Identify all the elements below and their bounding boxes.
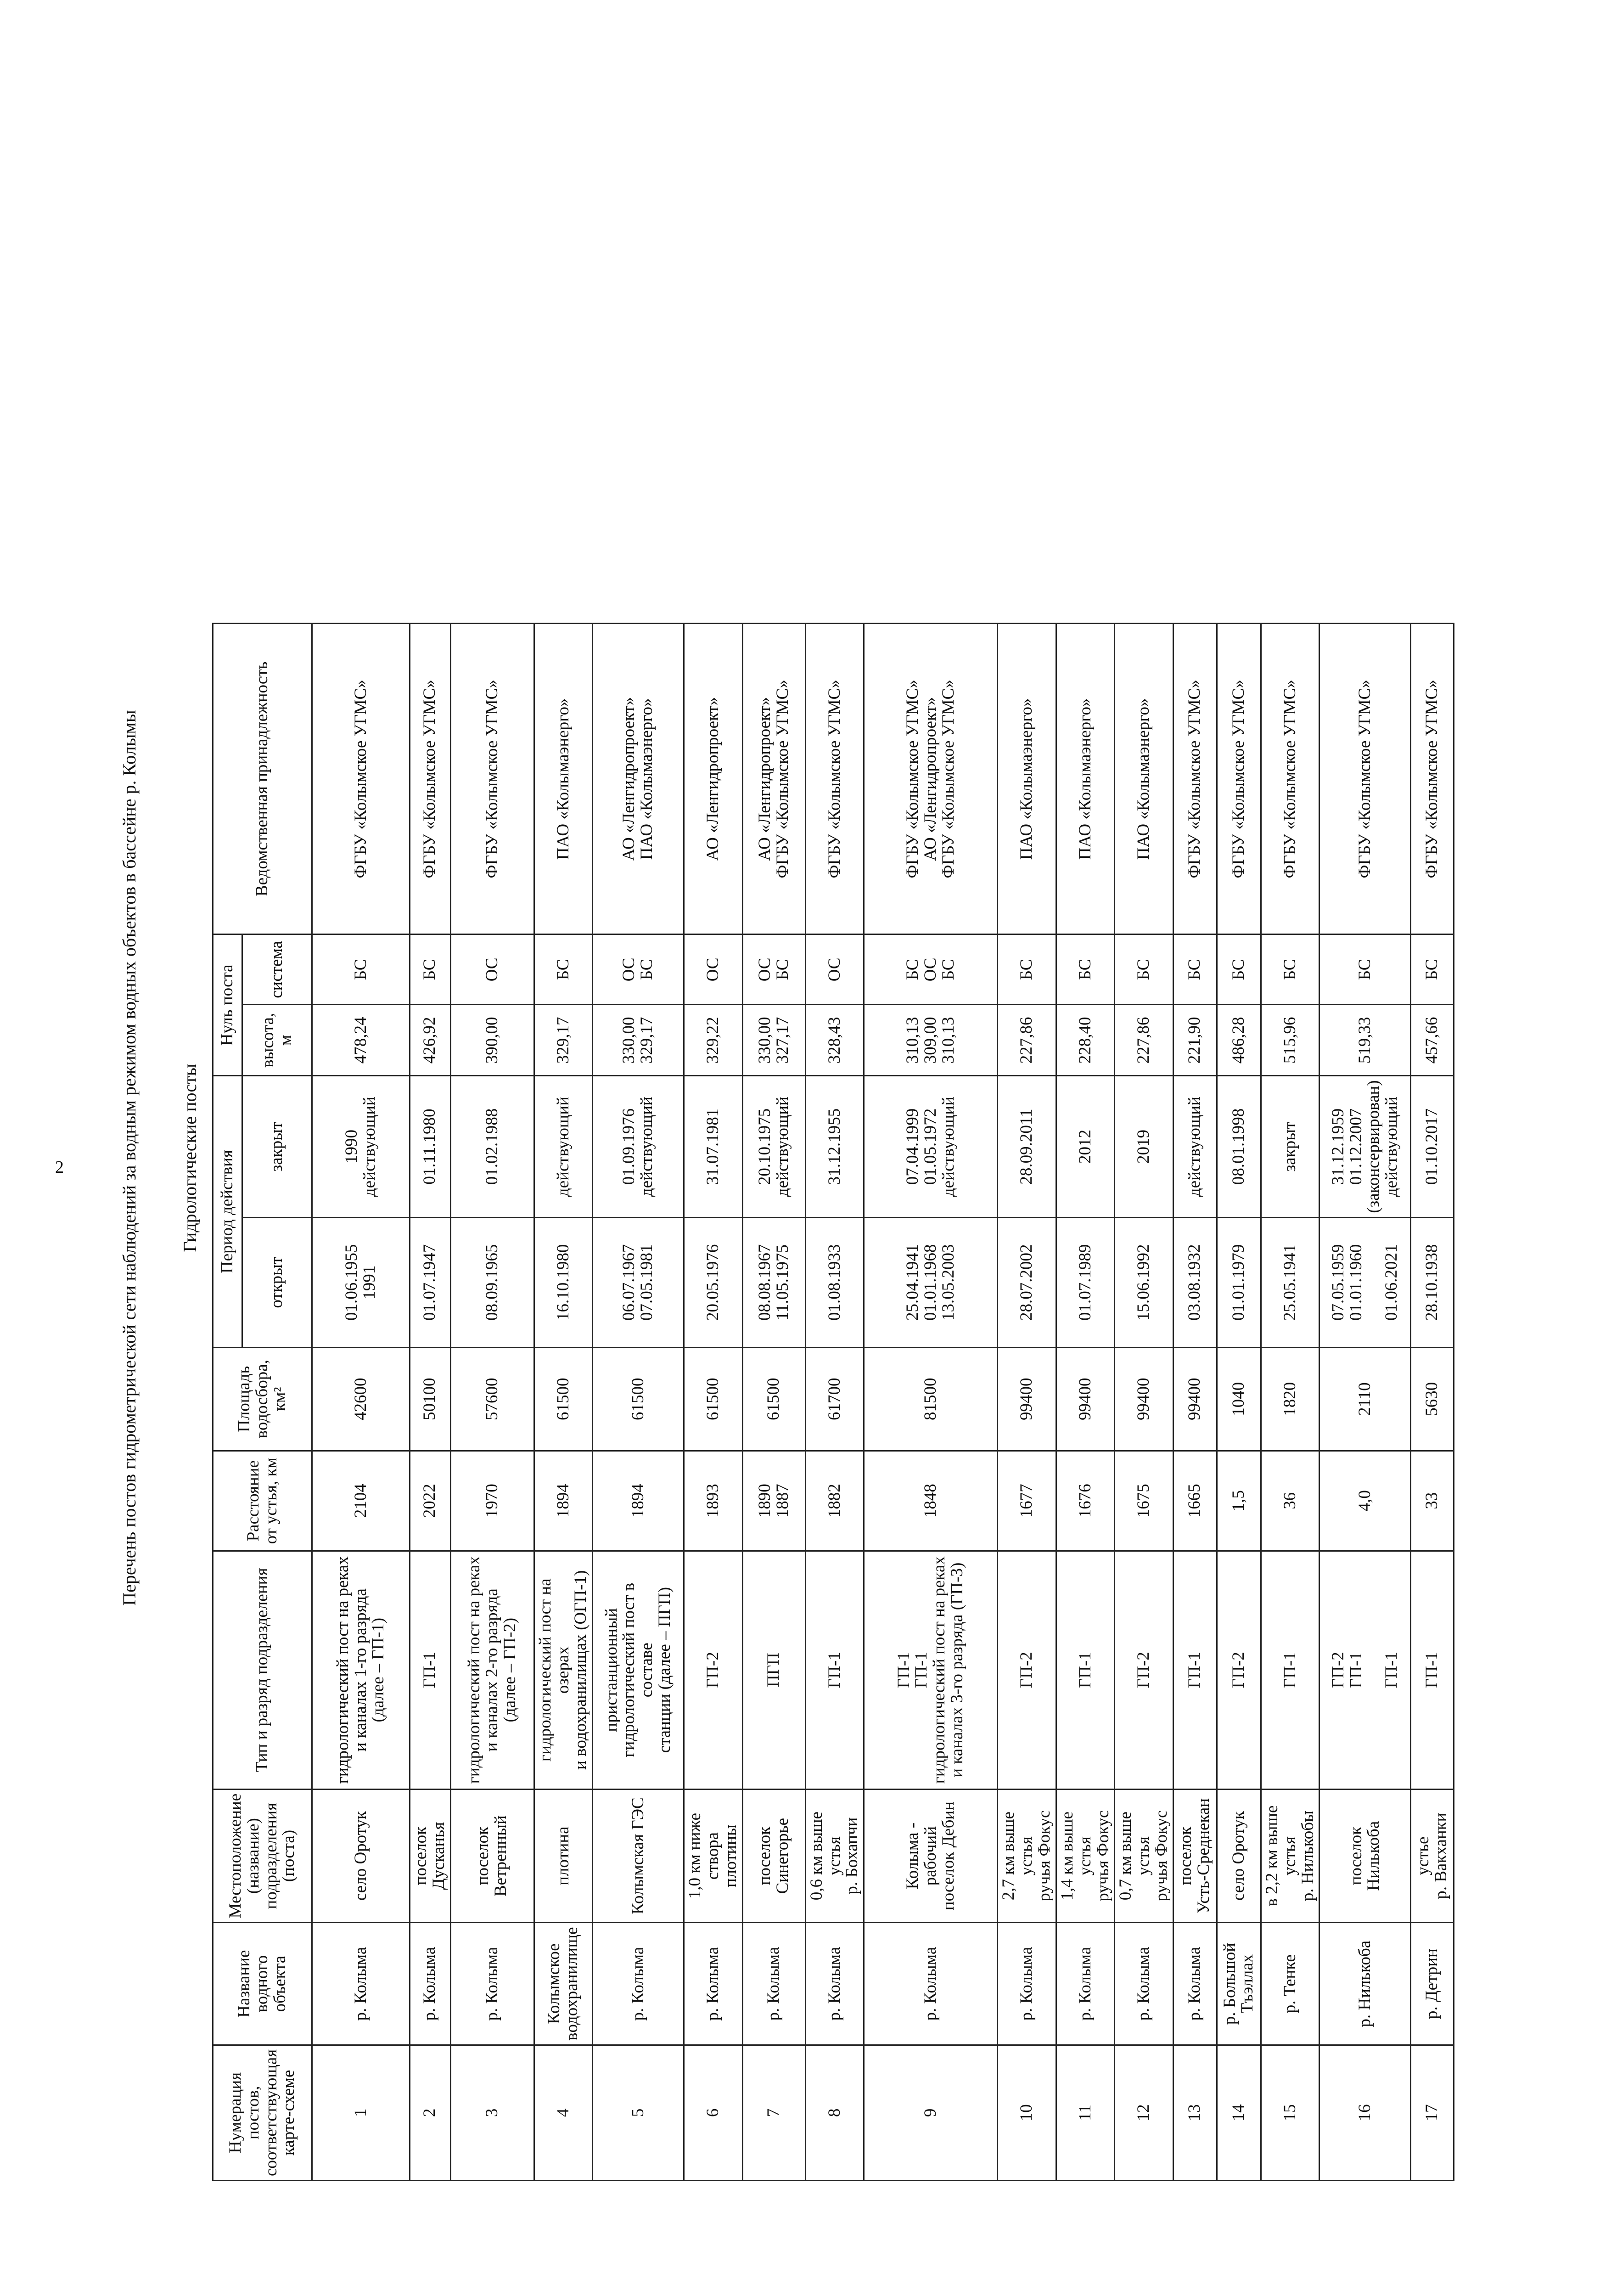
cell-system: ОС [805,934,864,1005]
cell-height: 328,43 [805,1005,864,1076]
cell-distance: 1890 1887 [742,1451,805,1551]
cell-owner: ФГБУ «Колымское УГМС» [312,624,410,934]
cell-closed: 01.09.1976 действующий [593,1076,684,1217]
cell-location: 1,0 км ниже створа плотины [684,1789,743,1923]
cell-num: 13 [1173,2045,1217,2180]
cell-num: 16 [1319,2045,1411,2180]
cell-height: 390,00 [450,1005,534,1076]
cell-water-object: р. Нилькоба [1319,1923,1411,2045]
cell-area: 99400 [998,1347,1056,1451]
cell-distance: 1675 [1115,1451,1173,1551]
cell-num: 10 [998,2045,1056,2180]
cell-distance: 1970 [450,1451,534,1551]
cell-water-object: р. Детрин [1411,1923,1454,2045]
cell-system: БС [1411,934,1454,1005]
cell-location: Колымская ГЭС [593,1789,684,1923]
cell-system: БС [998,934,1056,1005]
cell-opened: 01.06.1955 1991 [312,1217,410,1347]
table-row [684,624,743,2181]
table-row [742,624,805,2181]
cell-closed: 07.04.1999 01.05.1972 действующий [864,1076,998,1217]
cell-type: ПГП [742,1551,805,1789]
cell-location: село Оротук [1217,1789,1261,1923]
cell-water-object: Колымское водохранилище [534,1923,593,2045]
document-title: Перечень постов гидрометрической сети наблюдений за водным режимом водных объектов в бассейне р. Колымы [119,710,140,1606]
cell-num: 12 [1115,2045,1173,2180]
cell-system: БС [410,934,451,1005]
cell-closed: 01.10.2017 [1411,1076,1454,1217]
cell-opened: 01.08.1933 [805,1217,864,1347]
cell-system: ОС БС [593,934,684,1005]
cell-owner: ПАО «Колымаэнерго» [1115,624,1173,934]
header-system: система [242,934,312,1005]
cell-type: ГП-1 [410,1551,451,1789]
cell-num: 14 [1217,2045,1261,2180]
cell-opened: 08.08.1967 11.05.1975 [742,1217,805,1347]
cell-owner: ФГБУ «Колымское УГМС» [450,624,534,934]
cell-type: ГП-2 ГП-1 ГП-1 [1319,1551,1411,1789]
cell-owner: ФГБУ «Колымское УГМС» [1261,624,1319,934]
cell-system: БС [1173,934,1217,1005]
cell-opened: 08.09.1965 [450,1217,534,1347]
cell-system: ОС [684,934,743,1005]
cell-water-object: р. Тенке [1261,1923,1319,2045]
cell-height: 426,92 [410,1005,451,1076]
cell-water-object: р. Колыма [864,1923,998,2045]
cell-closed: 31.12.1959 01.12.2007 (законсервирован) действующий [1319,1076,1411,1217]
cell-location: 0,6 км выше устья р. Бохапчи [805,1789,864,1923]
cell-type: гидрологический пост на озерах и водохранилищах (ОГП-1) [534,1551,593,1789]
cell-distance: 2104 [312,1451,410,1551]
cell-num: 17 [1411,2045,1454,2180]
table-row [805,624,864,2181]
cell-distance: 2022 [410,1451,451,1551]
cell-closed: 2019 [1115,1076,1173,1217]
cell-owner: ФГБУ «Колымское УГМС» [1319,624,1411,934]
cell-type: ГП-1 [805,1551,864,1789]
cell-owner: ФГБУ «Колымское УГМС» [805,624,864,934]
cell-opened: 07.05.1959 01.01.1960 01.06.2021 [1319,1217,1411,1347]
cell-owner: ФГБУ «Колымское УГМС» АО «Ленгидропроект» ФГБУ «Колымское УГМС» [864,624,998,934]
cell-system: БС [1261,934,1319,1005]
header-distance: Расстояние от устья, км [213,1451,312,1551]
table-row [450,624,534,2181]
cell-location: поселок Синегорье [742,1789,805,1923]
cell-area: 99400 [1056,1347,1115,1451]
cell-num: 11 [1056,2045,1115,2180]
cell-water-object: р. Колыма [998,1923,1056,2045]
cell-type: ГП-1 [1056,1551,1115,1789]
cell-closed: 2012 [1056,1076,1115,1217]
cell-location: поселок Ветренный [450,1789,534,1923]
cell-num: 15 [1261,2045,1319,2180]
header-area: Площадь водосбора, км² [213,1347,312,1451]
table-row [1319,624,1411,2181]
cell-distance: 1,5 [1217,1451,1261,1551]
cell-system: БС [312,934,410,1005]
cell-owner: ФГБУ «Колымское УГМС» [410,624,451,934]
cell-height: 330,00 329,17 [593,1005,684,1076]
cell-area: 61500 [742,1347,805,1451]
header-opened: открыт [242,1217,312,1347]
cell-height: 486,28 [1217,1005,1261,1076]
table-row [410,624,451,2181]
cell-opened: 01.07.1947 [410,1217,451,1347]
cell-area: 57600 [450,1347,534,1451]
cell-num: 7 [742,2045,805,2180]
cell-area: 81500 [864,1347,998,1451]
section-subtitle: Гидрологические посты [180,1064,200,1252]
cell-area: 61700 [805,1347,864,1451]
cell-area: 99400 [1173,1347,1217,1451]
cell-type: ГП-2 [1217,1551,1261,1789]
cell-opened: 28.10.1938 [1411,1217,1454,1347]
cell-height: 519,33 [1319,1005,1411,1076]
cell-water-object: р. Колыма [805,1923,864,2045]
cell-location: 2,7 км выше устья ручья Фокус [998,1789,1056,1923]
cell-height: 310,13 309,00 310,13 [864,1005,998,1076]
cell-system: БС [534,934,593,1005]
header-num: Нумерация постов, соответствующая карте-схеме [213,2045,312,2180]
table-row [1056,624,1115,2181]
cell-num: 2 [410,2045,451,2180]
table-row [593,624,684,2181]
cell-area: 5630 [1411,1347,1454,1451]
cell-system: БС [1217,934,1261,1005]
cell-distance: 4,0 [1319,1451,1411,1551]
cell-num: 9 [864,2045,998,2180]
cell-water-object: р. Колыма [450,1923,534,2045]
header-height: высота, м [242,1005,312,1076]
cell-type: пристанционный гидрологический пост в составе станции (далее – ПГП) [593,1551,684,1789]
cell-closed: закрыт [1261,1076,1319,1217]
table-row [534,624,593,2181]
cell-opened: 16.10.1980 [534,1217,593,1347]
header-location: Местоположение (название) подразделения (поста) [213,1789,312,1923]
cell-type: ГП-2 [684,1551,743,1789]
cell-num: 6 [684,2045,743,2180]
cell-location: плотина [534,1789,593,1923]
table-row [1173,624,1217,2181]
cell-location: 0,7 км выше устья ручья Фокус [1115,1789,1173,1923]
cell-num: 1 [312,2045,410,2180]
cell-distance: 1848 [864,1451,998,1551]
cell-closed: 01.11.1980 [410,1076,451,1217]
cell-water-object: р. Колыма [684,1923,743,2045]
cell-height: 478,24 [312,1005,410,1076]
cell-height: 228,40 [1056,1005,1115,1076]
cell-height: 227,86 [1115,1005,1173,1076]
cell-system: ОС [450,934,534,1005]
cell-owner: ПАО «Колымаэнерго» [1056,624,1115,934]
cell-num: 4 [534,2045,593,2180]
cell-distance: 1882 [805,1451,864,1551]
cell-num: 3 [450,2045,534,2180]
cell-type: гидрологический пост на реках и каналах 2-го разряда (далее – ГП-2) [450,1551,534,1789]
cell-height: 329,17 [534,1005,593,1076]
cell-opened: 25.04.1941 01.01.1968 13.05.2003 [864,1217,998,1347]
cell-area: 42600 [312,1347,410,1451]
cell-opened: 03.08.1932 [1173,1217,1217,1347]
cell-closed: 31.07.1981 [684,1076,743,1217]
cell-water-object: р. Колыма [1056,1923,1115,2045]
header-type: Тип и разряд подразделения [213,1551,312,1789]
cell-opened: 28.07.2002 [998,1217,1056,1347]
table-row [312,624,410,2181]
cell-location: поселок Нилькоба [1319,1789,1411,1923]
cell-num: 5 [593,2045,684,2180]
cell-closed: 28.09.2011 [998,1076,1056,1217]
cell-closed: 1990 действующий [312,1076,410,1217]
header-owner: Ведомственная принадлежность [213,624,312,934]
cell-type: ГП-1 [1411,1551,1454,1789]
cell-water-object: р. Колыма [1115,1923,1173,2045]
cell-distance: 1677 [998,1451,1056,1551]
cell-opened: 25.05.1941 [1261,1217,1319,1347]
table-row [998,624,1056,2181]
cell-location: устье р. Вакханки [1411,1789,1454,1923]
cell-area: 61500 [534,1347,593,1451]
header-water-object: Название водного объекта [213,1923,312,2045]
cell-owner: ПАО «Колымаэнерго» [998,624,1056,934]
table-row [1217,624,1261,2181]
cell-opened: 20.05.1976 [684,1217,743,1347]
cell-system: БС [1115,934,1173,1005]
cell-location: в 2,2 км выше устья р. Нилькобы [1261,1789,1319,1923]
cell-closed: 31.12.1955 [805,1076,864,1217]
table-body [312,624,1454,2181]
cell-location: село Оротук [312,1789,410,1923]
cell-type: ГП-1 [1173,1551,1217,1789]
cell-system: БС [1319,934,1411,1005]
cell-distance: 33 [1411,1451,1454,1551]
cell-water-object: р. Колыма [742,1923,805,2045]
posts-table [212,623,1454,2181]
cell-distance: 36 [1261,1451,1319,1551]
cell-area: 1820 [1261,1347,1319,1451]
cell-distance: 1665 [1173,1451,1217,1551]
cell-distance: 1893 [684,1451,743,1551]
cell-owner: ФГБУ «Колымское УГМС» [1217,624,1261,934]
cell-system: БС [1056,934,1115,1005]
cell-area: 2110 [1319,1347,1411,1451]
table-row [864,624,998,2181]
cell-height: 457,66 [1411,1005,1454,1076]
cell-opened: 01.07.1989 [1056,1217,1115,1347]
cell-owner: АО «Ленгидропроект» [684,624,743,934]
cell-opened: 01.01.1979 [1217,1217,1261,1347]
cell-height: 515,96 [1261,1005,1319,1076]
cell-closed: 08.01.1998 [1217,1076,1261,1217]
cell-type: гидрологический пост на реках и каналах 1-го разряда (далее – ГП-1) [312,1551,410,1789]
cell-area: 61500 [684,1347,743,1451]
cell-area: 61500 [593,1347,684,1451]
cell-height: 329,22 [684,1005,743,1076]
cell-closed: действующий [1173,1076,1217,1217]
cell-owner: ФГБУ «Колымское УГМС» [1411,624,1454,934]
cell-height: 227,86 [998,1005,1056,1076]
cell-area: 50100 [410,1347,451,1451]
table-header [213,624,312,2181]
cell-distance: 1894 [534,1451,593,1551]
cell-water-object: р. Колыма [1173,1923,1217,2045]
header-period: Период действия [213,1076,242,1347]
cell-system: ОС БС [742,934,805,1005]
table-row [1115,624,1173,2181]
cell-num: 8 [805,2045,864,2180]
header-zero: Нуль поста [213,934,242,1076]
cell-water-object: р. Колыма [312,1923,410,2045]
cell-type: ГП-2 [1115,1551,1173,1789]
cell-type: ГП-2 [998,1551,1056,1789]
cell-distance: 1894 [593,1451,684,1551]
cell-closed: 01.02.1988 [450,1076,534,1217]
cell-closed: 20.10.1975 действующий [742,1076,805,1217]
cell-opened: 06.07.1967 07.05.1981 [593,1217,684,1347]
cell-system: БС ОС БС [864,934,998,1005]
cell-water-object: р. Большой Тъэллах [1217,1923,1261,2045]
page-number: 2 [55,1158,64,1177]
cell-owner: ФГБУ «Колымское УГМС» [1173,624,1217,934]
cell-location: поселок Дусканья [410,1789,451,1923]
table-row [1261,624,1319,2181]
cell-water-object: р. Колыма [410,1923,451,2045]
cell-owner: АО «Ленгидропроект» ФГБУ «Колымское УГМС» [742,624,805,934]
cell-distance: 1676 [1056,1451,1115,1551]
cell-opened: 15.06.1992 [1115,1217,1173,1347]
cell-owner: АО «Ленгидропроект» ПАО «Колымаэнерго» [593,624,684,934]
cell-height: 330,00 327,17 [742,1005,805,1076]
cell-height: 221,90 [1173,1005,1217,1076]
header-closed: закрыт [242,1076,312,1217]
cell-type: ГП-1 [1261,1551,1319,1789]
cell-water-object: р. Колыма [593,1923,684,2045]
cell-location: поселок Усть-Среднекан [1173,1789,1217,1923]
cell-owner: ПАО «Колымаэнерго» [534,624,593,934]
cell-area: 1040 [1217,1347,1261,1451]
cell-area: 99400 [1115,1347,1173,1451]
cell-location: 1,4 км выше устья ручья Фокус [1056,1789,1115,1923]
cell-type: ГП-1 ГП-1 гидрологический пост на реках и каналах 3-го разряда (ГП-3) [864,1551,998,1789]
cell-location: Колыма - рабочий поселок Дебин [864,1789,998,1923]
table-row [1411,624,1454,2181]
cell-closed: действующий [534,1076,593,1217]
